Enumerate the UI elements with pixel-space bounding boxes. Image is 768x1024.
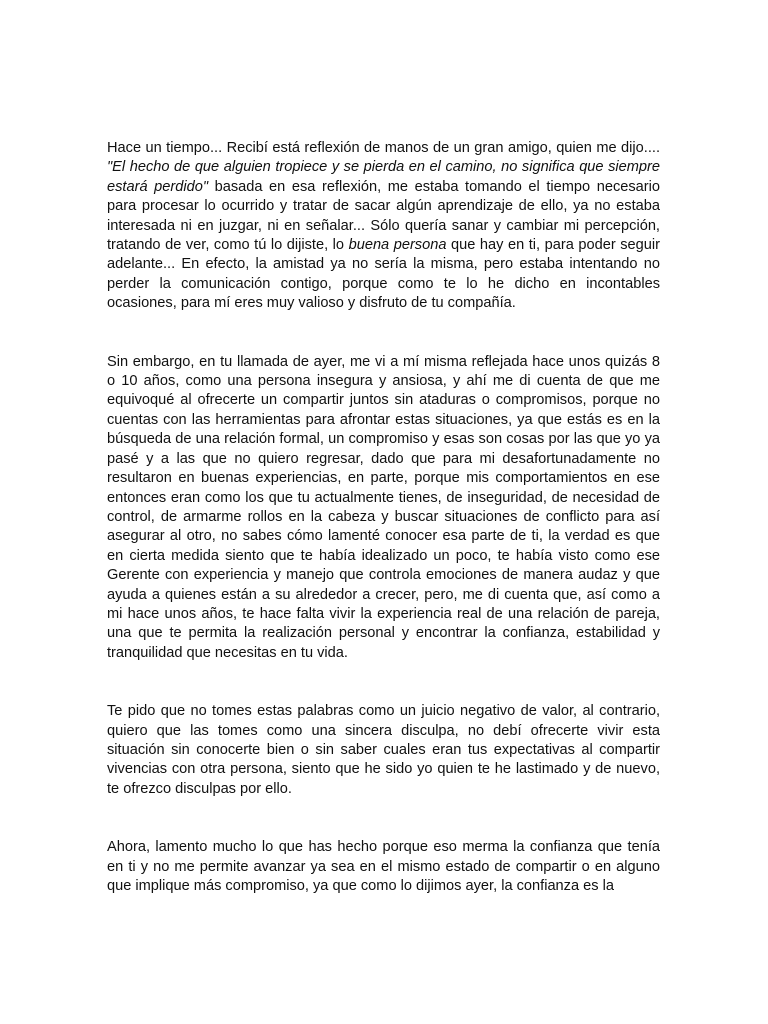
- paragraph-2-text: Sin embargo, en tu llamada de ayer, me vi a mí misma reflejada hace unos quizás 8 o 10 años, como una persona insegura y ansiosa, y ahí me di cuenta de que me equivoqué al ofrecerte un compartir juntos sin ataduras o compromisos, porque no cuentas con las herramientas para afrontar estas situaciones, ya que estás es en la búsqueda de una relación formal, un compromiso y esas son cosas por las que yo ya pasé y a las que no quiero regresar, dado que para mi desafortunadamente no resultaron en buenas experiencias, en parte, porque mis comportamientos en ese entonces eran como los que tu actualmente tienes, de inseguridad, de necesidad de control, de armarme rollos en la cabeza y buscar situaciones de conflicto para así asegurar al otro, no sabes cómo lamenté conocer esa parte de ti, la verdad es que en cierta medida siento que te había idealizado un poco, te había visto como ese Gerente con experiencia y manejo que controla emociones de manera audaz y que ayuda a quienes están a su alrededor a crecer, pero, me di cuenta que, así como a mi hace unos años, te hace falta vivir la experiencia real de una relación de pareja, una que te permita la realización personal y encontrar la confianza, estabilidad y tranquilidad que necesitas en tu vida.: [107, 353, 660, 661]
- document-page: [107, 139, 660, 896]
- paragraph-1-quote: "El hecho de que alguien tropiece y se pierda en el camino, no significa que siempre estará perdido": [107, 159, 660, 195]
- paragraph-1-text-c: que hay en ti, para poder seguir adelante... En efecto, la amistad ya no sería la misma, pero estaba intentando no perder la comunicación contigo, porque como te lo he dicho en incontables ocasiones, para mí eres muy valioso y disfruto de tu compañía.: [107, 237, 661, 312]
- paragraph-3: [107, 702, 660, 799]
- paragraph-4-text: Ahora, lamento mucho lo que has hecho porque eso merma la confianza que tenía en ti y no me permite avanzar ya sea en el mismo estado de compartir o en alguno que implique más compromiso, ya que como lo dijimos ayer, la confianza es la: [107, 839, 660, 894]
- paragraph-2: [107, 353, 660, 664]
- paragraph-4: [107, 838, 660, 896]
- paragraph-1-text-a: Hace un tiempo... Recibí está reflexión de manos de un gran amigo, quien me dijo....: [107, 140, 660, 156]
- paragraph-3-text: Te pido que no tomes estas palabras como un juicio negativo de valor, al contrario, quiero que las tomes como una sincera disculpa, no debí ofrecerte vivir esta situación sin conocerte bien o sin saber cuales eran tus expectativas al compartir vivencias con otra persona, siento que he sido yo quien te he lastimado y de nuevo, te ofrezco disculpas por ello.: [107, 703, 660, 797]
- paragraph-1-emphasis: buena persona: [348, 237, 447, 254]
- paragraph-1: [107, 139, 660, 314]
- paragraph-1-text-b: basada en esa reflexión, me estaba tomando el tiempo necesario para procesar lo ocurrido y tratar de sacar algún aprendizaje de ello, ya no estaba interesada ni en juzgar, ni en señalar... Sólo quería sanar y cambiar mi percepción, tratando de ver, como tú lo dijiste, lo: [107, 178, 660, 254]
